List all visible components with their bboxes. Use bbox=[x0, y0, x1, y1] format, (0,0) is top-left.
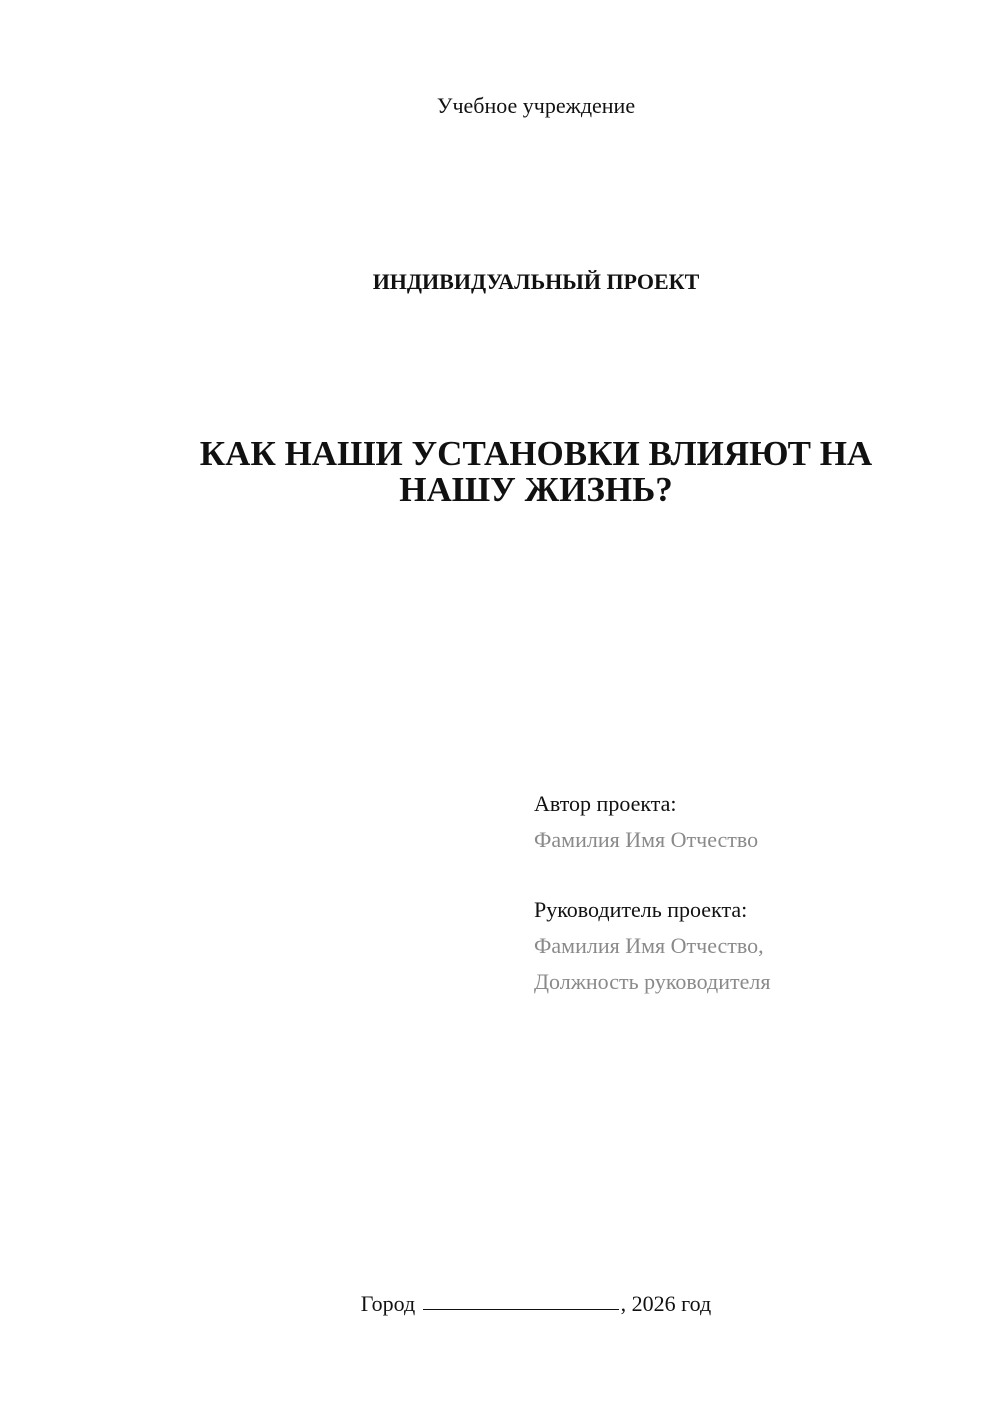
project-title-line-1: КАК НАШИ УСТАНОВКИ ВЛИЯЮТ НА bbox=[199, 434, 873, 473]
project-title-line-2: НАШУ ЖИЗНЬ? bbox=[399, 470, 673, 509]
city-year-line bbox=[0, 1290, 1000, 1318]
city-blank-line bbox=[423, 1308, 619, 1310]
author-block bbox=[534, 786, 758, 858]
document-type-heading: ИНДИВИДУАЛЬНЫЙ ПРОЕКТ bbox=[372, 269, 700, 294]
supervisor-block bbox=[534, 892, 770, 1000]
author-name-placeholder: Фамилия Имя Отчество bbox=[534, 827, 759, 852]
author-label: Автор проекта: bbox=[534, 791, 677, 816]
supervisor-name-placeholder: Фамилия Имя Отчество, bbox=[534, 933, 764, 958]
city-label: Город bbox=[360, 1291, 416, 1316]
institution-name: Учебное учреждение bbox=[436, 93, 636, 118]
supervisor-label: Руководитель проекта: bbox=[534, 897, 748, 922]
supervisor-position-placeholder: Должность руководителя bbox=[534, 969, 771, 994]
year-text: , 2026 год bbox=[620, 1291, 712, 1316]
project-title bbox=[150, 436, 922, 508]
